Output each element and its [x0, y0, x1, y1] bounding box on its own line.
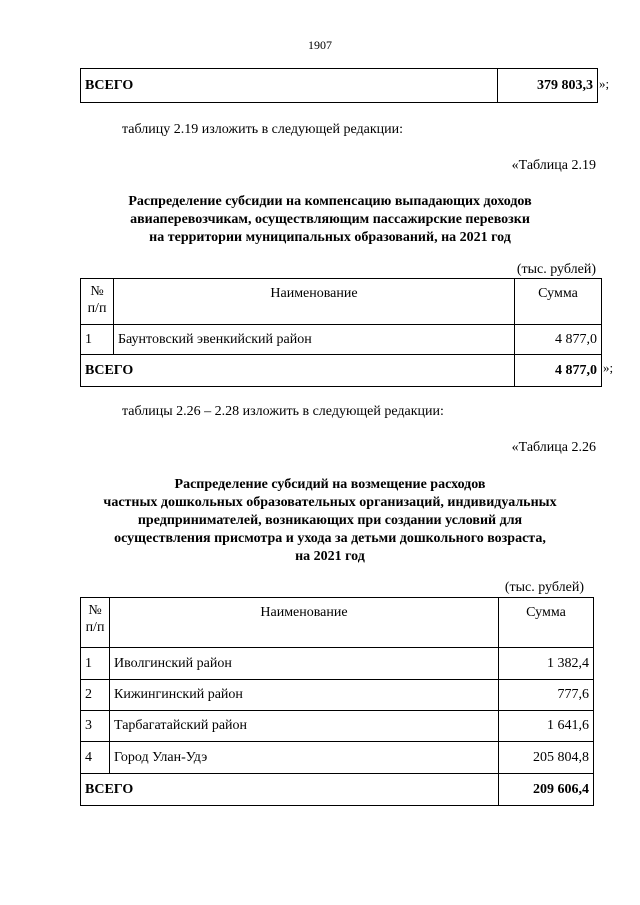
- table-row: [81, 742, 594, 774]
- title-line: осуществления присмотра и ухода за детьми дошкольного возраста,: [114, 531, 546, 546]
- row-number: 1: [81, 648, 110, 680]
- header-sum: Сумма: [515, 279, 602, 325]
- total-row: [81, 774, 594, 806]
- row-number: 4: [81, 742, 110, 774]
- header-number-line: №: [90, 284, 104, 299]
- total-label: ВСЕГО: [81, 69, 498, 103]
- header-number-line: п/п: [87, 301, 107, 316]
- table-caption: «Таблица 2.19: [511, 158, 596, 173]
- header-name: Наименование: [110, 598, 499, 648]
- table-title: [60, 476, 600, 566]
- row-sum: 205 804,8: [499, 742, 594, 774]
- instruction-paragraph: таблицу 2.19 изложить в следующей редакции:: [122, 122, 404, 137]
- title-line: Распределение субсидий на возмещение расходов: [174, 477, 486, 492]
- total-value: 4 877,0: [515, 355, 602, 387]
- row-name: Баунтовский эвенкийский район: [114, 325, 515, 355]
- row-name: Тарбагатайский район: [110, 711, 499, 742]
- instruction-paragraph: таблицы 2.26 – 2.28 изложить в следующей редакции:: [122, 404, 444, 419]
- table-row: [81, 680, 594, 711]
- units-label: (тыс. рублей): [516, 262, 596, 277]
- header-number: [81, 279, 114, 325]
- table-2-26: [80, 597, 594, 806]
- title-line: Распределение субсидии на компенсацию выпадающих доходов: [128, 194, 532, 209]
- closing-mark: »;: [599, 76, 610, 91]
- closing-mark: »;: [603, 360, 614, 375]
- header-number: [81, 598, 110, 648]
- row-name: Город Улан-Удэ: [110, 742, 499, 774]
- row-sum: 777,6: [499, 680, 594, 711]
- header-sum: Сумма: [499, 598, 594, 648]
- title-line: предпринимателей, возникающих при создании условий для: [137, 513, 523, 528]
- total-row: [81, 355, 602, 387]
- table-title: [60, 193, 600, 247]
- row-number: 2: [81, 680, 110, 711]
- header-number-line: №: [88, 603, 102, 618]
- table-2-19: [80, 278, 602, 387]
- page-number: 1907: [308, 38, 332, 52]
- title-line: на 2021 год: [295, 549, 365, 564]
- row-sum: 1 382,4: [499, 648, 594, 680]
- row-number: 3: [81, 711, 110, 742]
- row-number: 1: [81, 325, 114, 355]
- row-sum: 4 877,0: [515, 325, 602, 355]
- title-line: на территории муниципальных образований, на 2021 год: [149, 230, 511, 245]
- total-label: ВСЕГО: [81, 774, 499, 806]
- title-line: частных дошкольных образовательных организаций, индивидуальных: [103, 495, 557, 510]
- table-row: [81, 325, 602, 355]
- header-name: Наименование: [114, 279, 515, 325]
- header-number-line: п/п: [85, 620, 105, 635]
- row-sum: 1 641,6: [499, 711, 594, 742]
- total-value: 379 803,3: [498, 69, 598, 103]
- units-label: (тыс. рублей): [504, 580, 584, 595]
- title-line: авиаперевозчикам, осуществляющим пассажирские перевозки: [130, 212, 530, 227]
- total-label: ВСЕГО: [81, 355, 515, 387]
- row-name: Иволгинский район: [110, 648, 499, 680]
- table-caption: «Таблица 2.26: [511, 440, 596, 455]
- table-row: [81, 648, 594, 680]
- total-value: 209 606,4: [499, 774, 594, 806]
- row-name: Кижингинский район: [110, 680, 499, 711]
- table-row: [81, 711, 594, 742]
- previous-table-total: [80, 68, 598, 103]
